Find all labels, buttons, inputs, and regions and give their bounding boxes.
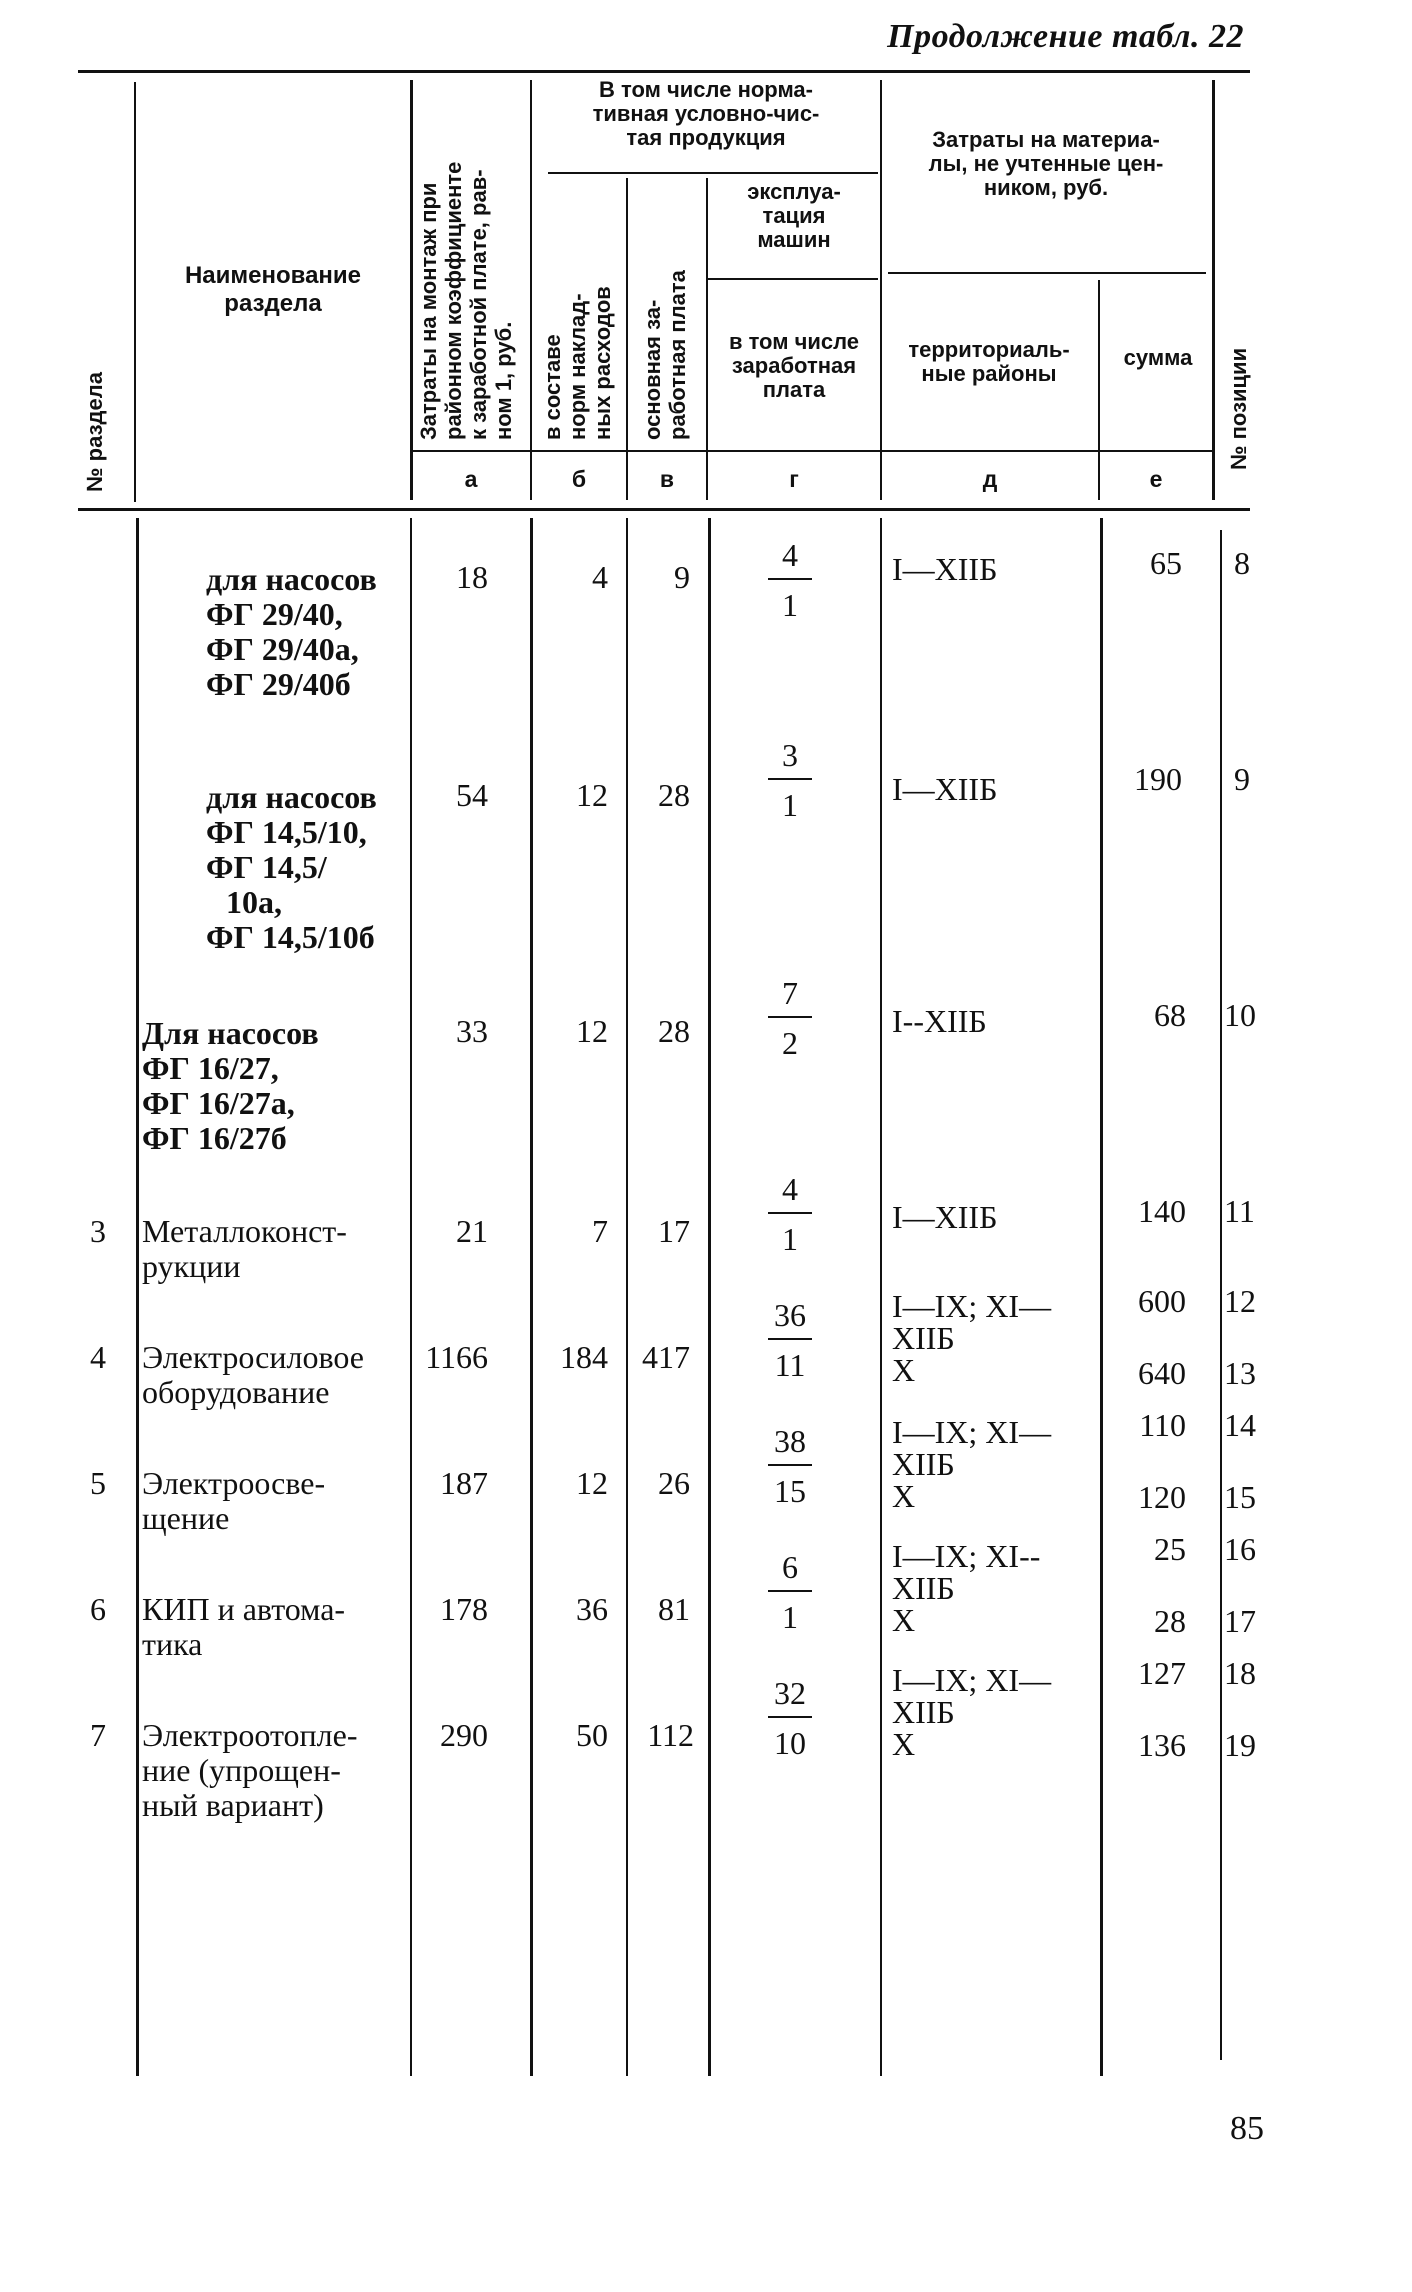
row8-col-v: 112 [647, 1717, 694, 1753]
row1-name: для насосов ФГ 29/40, ФГ 29/40а, ФГ 29/40б [206, 561, 377, 702]
letter-a: а [464, 466, 478, 492]
row1-g-numerator: 4 [782, 537, 798, 573]
header-col-b: в составе норм наклад- ных расходов [540, 286, 615, 440]
row8-section-number: 7 [90, 1717, 106, 1753]
header-sum: сумма [1123, 345, 1193, 370]
header-section-number: № раздела [82, 372, 107, 492]
row4-sum: 140 [1138, 1193, 1186, 1229]
row2-g-numerator: 3 [782, 737, 798, 773]
row3-g-denominator: 2 [782, 1025, 798, 1061]
row7-section-number: 6 [90, 1591, 106, 1627]
row2-regions: I—XIIБ [892, 771, 998, 807]
row8-g-denominator: 10 [774, 1725, 806, 1761]
row3-col-b: 12 [576, 1013, 608, 1049]
body-vline-4 [626, 518, 628, 2076]
header-regions: территориаль- ные районы [908, 337, 1070, 386]
row6-section-number: 5 [90, 1465, 106, 1501]
row5-position-1: 12 [1224, 1283, 1256, 1319]
row7-col-b: 36 [576, 1591, 608, 1627]
row7-g-denominator: 1 [782, 1599, 798, 1635]
row6-position-1: 14 [1224, 1407, 1256, 1443]
letter-g: г [789, 466, 799, 492]
row5-sum-2: 640 [1138, 1355, 1186, 1391]
letter-v: в [659, 466, 675, 492]
body-vline-6 [880, 518, 882, 2076]
header-vline-4 [626, 178, 628, 500]
header-col-name: Наименование раздела [184, 262, 362, 317]
row5-sum-1: 600 [1138, 1283, 1186, 1319]
row5-name: Электросиловое оборудование [142, 1339, 364, 1410]
row5-g-numerator: 36 [774, 1297, 806, 1333]
row3-regions: I--XIIБ [892, 1003, 987, 1039]
row8-col-b: 50 [576, 1717, 608, 1753]
row6-g-numerator: 38 [774, 1423, 806, 1459]
row6-g-denominator: 15 [774, 1473, 806, 1509]
header-col-a: Затраты на монтаж при районном коэффициенте к заработной плате, рав- ном 1, руб. [416, 161, 516, 440]
row4-col-v: 17 [658, 1213, 690, 1249]
row2-col-b: 12 [576, 777, 608, 813]
row1-col-g-fraction [740, 538, 840, 622]
row2-col-a: 54 [456, 777, 488, 813]
row2-name: для насосов ФГ 14,5/10, ФГ 14,5/ 10а, ФГ 14,5/10б [206, 779, 377, 955]
row3-position: 10 [1224, 997, 1256, 1033]
row8-g-numerator: 32 [774, 1675, 806, 1711]
row4-col-a: 21 [456, 1213, 488, 1249]
row4-g-numerator: 4 [782, 1171, 798, 1207]
body-vline-2 [410, 518, 412, 2076]
row1-col-a: 18 [456, 559, 488, 595]
header-vline-2 [410, 80, 413, 500]
row6-col-g-fraction [740, 1424, 840, 1508]
materials-group-rule [888, 272, 1206, 274]
row4-position: 11 [1224, 1193, 1255, 1229]
row8-name: Электроотопле- ние (упрощен- ный вариант) [142, 1717, 358, 1823]
row7-sum-1: 25 [1154, 1531, 1186, 1567]
row5-section-number: 4 [90, 1339, 106, 1375]
row6-col-a: 187 [440, 1465, 488, 1501]
row6-regions: I—IX; XI— XIIБ X [892, 1414, 1052, 1514]
row1-sum: 65 [1150, 545, 1182, 581]
row8-position-1: 18 [1224, 1655, 1256, 1691]
row6-col-v: 26 [658, 1465, 690, 1501]
row3-sum: 68 [1154, 997, 1186, 1033]
row2-col-g-fraction [740, 738, 840, 822]
row7-col-v: 81 [658, 1591, 690, 1627]
body-vline-8 [1220, 530, 1222, 2060]
row7-sum-2: 28 [1154, 1603, 1186, 1639]
row8-sum-2: 136 [1138, 1727, 1186, 1763]
row2-g-denominator: 1 [782, 787, 798, 823]
row5-col-a: 1166 [425, 1339, 488, 1375]
row6-name: Электроосве- щение [142, 1465, 326, 1536]
table-continuation-title: Продолжение табл. 22 [887, 18, 1244, 55]
body-vline-1 [136, 518, 139, 2076]
row4-name: Металлоконст- рукции [142, 1213, 347, 1284]
row3-g-numerator: 7 [782, 975, 798, 1011]
row5-regions: I—IX; XI— XIIБ X [892, 1288, 1052, 1388]
row8-sum-1: 127 [1138, 1655, 1186, 1691]
letter-d: д [982, 466, 998, 492]
header-col-position: № позиции [1226, 347, 1251, 470]
row3-col-v: 28 [658, 1013, 690, 1049]
row8-col-g-fraction [740, 1676, 840, 1760]
row4-section-number: 3 [90, 1213, 106, 1249]
header-vline-3 [530, 80, 532, 500]
row1-regions: I—XIIБ [892, 551, 998, 587]
row6-sum-2: 120 [1138, 1479, 1186, 1515]
row1-position: 8 [1234, 545, 1250, 581]
body-vline-5 [708, 518, 711, 2076]
row5-col-b: 184 [560, 1339, 608, 1375]
letter-b: б [571, 466, 587, 492]
row6-position-2: 15 [1224, 1479, 1256, 1515]
page-number: 85 [1230, 2110, 1264, 2147]
row2-col-v: 28 [658, 777, 690, 813]
row7-position-2: 17 [1224, 1603, 1256, 1639]
row7-col-g-fraction [740, 1550, 840, 1634]
header-vline-8 [1212, 80, 1215, 500]
normative-group-rule [548, 172, 878, 174]
row1-g-denominator: 1 [782, 587, 798, 623]
header-materials-group: Затраты на материа- лы, не учтенные цен- ником, руб. [928, 127, 1164, 200]
letter-row-rule [412, 450, 1214, 452]
row4-g-denominator: 1 [782, 1221, 798, 1257]
row7-g-numerator: 6 [782, 1549, 798, 1585]
header-normative-group: В том числе норма- тивная условно-чис- тая продукция [592, 77, 820, 150]
row5-col-v: 417 [642, 1339, 690, 1375]
machines-split-rule [708, 278, 878, 280]
row5-position-2: 13 [1224, 1355, 1256, 1391]
row7-position-1: 16 [1224, 1531, 1256, 1567]
row8-col-a: 290 [440, 1717, 488, 1753]
header-bottom-rule [78, 508, 1250, 511]
row2-position: 9 [1234, 761, 1250, 797]
row4-col-g-fraction [740, 1172, 840, 1256]
row7-regions: I—IX; XI-- XIIБ X [892, 1538, 1041, 1638]
row8-position-2: 19 [1224, 1727, 1256, 1763]
body-vline-3 [530, 518, 533, 2076]
row4-regions: I—XIIБ [892, 1199, 998, 1235]
row7-name: КИП и автома- тика [142, 1591, 346, 1662]
row3-col-g-fraction [740, 976, 840, 1060]
row1-col-v: 9 [674, 559, 690, 595]
row2-sum: 190 [1134, 761, 1182, 797]
row6-sum-1: 110 [1139, 1407, 1186, 1443]
row3-name: Для насосов ФГ 16/27, ФГ 16/27а, ФГ 16/27б [142, 1015, 319, 1156]
row5-g-denominator: 11 [774, 1347, 806, 1383]
row7-col-a: 178 [440, 1591, 488, 1627]
row3-col-a: 33 [456, 1013, 488, 1049]
header-vline-1 [134, 82, 136, 502]
header-machines: эксплуа- тация машин [747, 179, 841, 252]
header-col-v: основная за- работная плата [640, 270, 690, 440]
letter-e: е [1149, 466, 1163, 492]
row4-col-b: 7 [592, 1213, 608, 1249]
row6-col-b: 12 [576, 1465, 608, 1501]
row1-col-b: 4 [592, 559, 608, 595]
header-machines-wages: в том числе заработная плата [728, 329, 860, 402]
row5-col-g-fraction [740, 1298, 840, 1382]
header-top-rule [78, 70, 1250, 73]
row8-regions: I—IX; XI— XIIБ X [892, 1662, 1052, 1762]
